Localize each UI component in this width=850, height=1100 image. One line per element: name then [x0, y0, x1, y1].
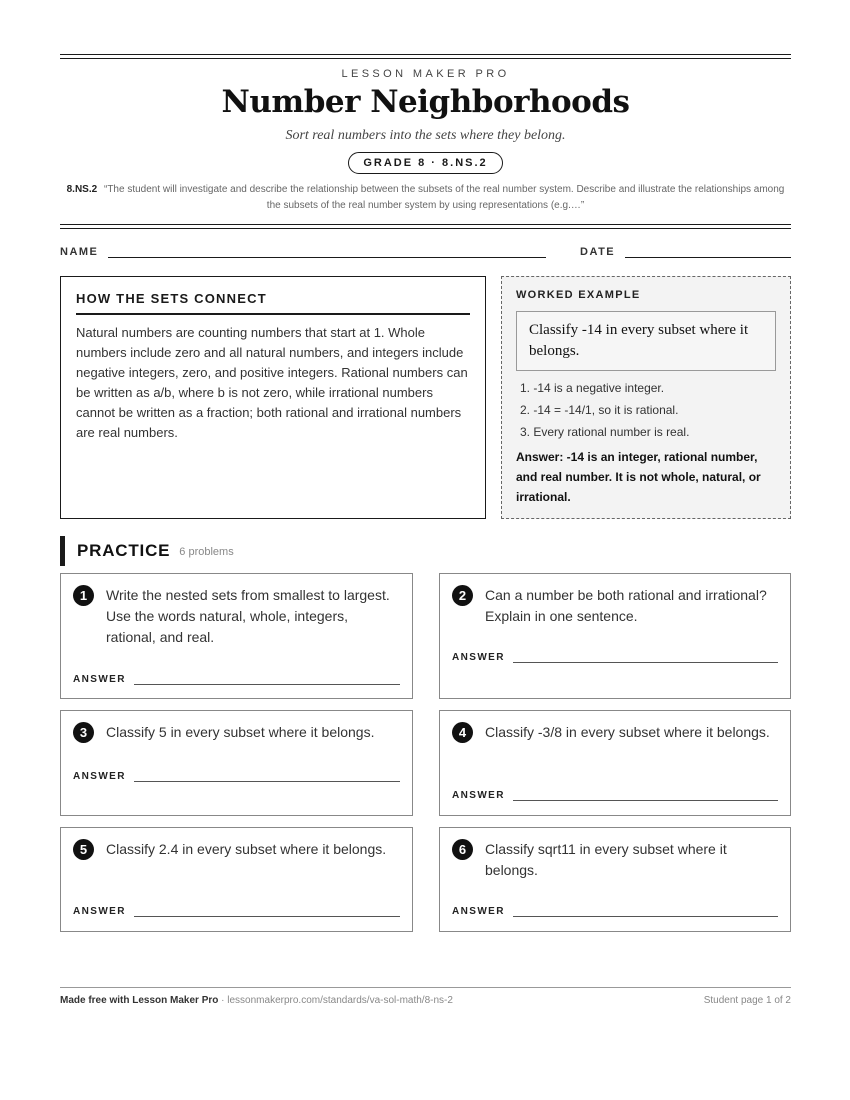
- footer-made-with: Made free with Lesson Maker Pro: [60, 995, 219, 1006]
- problem-number: 3: [73, 722, 94, 743]
- header-bottom-rule: [60, 224, 791, 229]
- problem-card-6: [439, 827, 791, 932]
- concept-title: HOW THE SETS CONNECT: [76, 291, 470, 315]
- worked-example-step: 1. -14 is a negative integer.: [520, 381, 665, 395]
- name-field: [60, 246, 546, 258]
- answer-line[interactable]: [134, 774, 400, 782]
- problem-number: 5: [73, 839, 94, 860]
- problem-number: 1: [73, 585, 94, 606]
- practice-header: [60, 536, 234, 566]
- answer-field: [73, 771, 400, 782]
- problem-card-2: [439, 573, 791, 699]
- page-subtitle: Sort real numbers into the sets where they belong.: [285, 128, 566, 143]
- page-title: Number Neighborhoods: [221, 84, 630, 120]
- date-field: [580, 246, 791, 258]
- answer-line[interactable]: [513, 909, 778, 917]
- standard-code: 8.NS.2: [66, 184, 98, 195]
- footer-page-number: Student page 1 of 2: [703, 995, 791, 1006]
- problem-number: 2: [452, 585, 473, 606]
- grade-badge-wrap: [60, 152, 791, 174]
- answer-field: [452, 790, 778, 801]
- answer-label: ANSWER: [452, 652, 505, 663]
- answer-label: ANSWER: [452, 906, 505, 917]
- header-top-rule: [60, 54, 791, 59]
- standard-text: “The student will investigate and describe the relationship between the subsets of the real number system. Describe and illustrate the relationships among the subsets of the real number system by using representations (e.g.…”: [103, 184, 785, 211]
- answer-label: ANSWER: [452, 790, 505, 801]
- date-line[interactable]: [625, 248, 791, 258]
- name-label: NAME: [60, 246, 99, 258]
- answer-label: ANSWER: [73, 674, 126, 685]
- answer-line[interactable]: [134, 677, 400, 685]
- problem-number: 6: [452, 839, 473, 860]
- problem-card-4: [439, 710, 791, 816]
- answer-label: ANSWER: [73, 771, 126, 782]
- worksheet-page: [60, 0, 791, 1100]
- name-line[interactable]: [108, 248, 546, 258]
- worked-example-label: WORKED EXAMPLE: [516, 289, 641, 301]
- problem-text: Classify sqrt11 in every subset where it belongs.: [485, 841, 727, 878]
- answer-line[interactable]: [513, 655, 778, 663]
- answer-field: [452, 652, 778, 663]
- grade-badge: GRADE 8 · 8.NS.2: [348, 152, 502, 174]
- worked-example-box: [501, 276, 791, 519]
- problem-card-3: [60, 710, 413, 816]
- concept-text: Natural numbers are counting numbers that start at 1. Whole numbers include zero and all natural numbers, and integers include negative integers, zero, and positive integers. Rational numbers can be written as a/b, where b is not zero, while irrational numbers cannot be written as a fraction; both rational and irrational numbers are real numbers.: [76, 325, 468, 440]
- brand-name: LESSON MAKER PRO: [341, 68, 510, 80]
- practice-title: PRACTICE: [77, 541, 171, 560]
- practice-count: 6 problems: [179, 546, 234, 558]
- problem-text: Classify 5 in every subset where it belongs.: [106, 724, 375, 740]
- concept-box: [60, 276, 486, 519]
- worked-example-answer: Answer: -14 is an integer, rational number, and real number. It is not whole, natural, or irrational.: [516, 450, 761, 504]
- problem-text: Can a number be both rational and irrational? Explain in one sentence.: [485, 587, 767, 624]
- problem-number: 4: [452, 722, 473, 743]
- problem-card-5: [60, 827, 413, 932]
- answer-line[interactable]: [134, 909, 400, 917]
- answer-field: [452, 906, 778, 917]
- worked-example-prompt: Classify -14 in every subset where it belongs.: [516, 311, 776, 371]
- answer-field: [73, 674, 400, 685]
- answer-line[interactable]: [513, 793, 778, 801]
- worked-example-step: 2. -14 = -14/1, so it is rational.: [520, 403, 679, 417]
- date-label: DATE: [580, 246, 616, 258]
- worked-example-step: 3. Every rational number is real.: [520, 425, 690, 439]
- problem-text: Write the nested sets from smallest to largest. Use the words natural, whole, integers, rational, and real.: [106, 587, 390, 645]
- footer-rule: [60, 987, 791, 988]
- answer-label: ANSWER: [73, 906, 126, 917]
- worked-example-steps: [516, 377, 776, 443]
- standard-description: [60, 182, 791, 214]
- problem-text: Classify -3/8 in every subset where it belongs.: [485, 724, 770, 740]
- problem-card-1: [60, 573, 413, 699]
- answer-field: [73, 906, 400, 917]
- footer-url[interactable]: · lessonmakerpro.com/standards/va-sol-math/8-ns-2: [218, 995, 453, 1006]
- footer-credit: [60, 995, 453, 1006]
- problem-text: Classify 2.4 in every subset where it belongs.: [106, 841, 387, 857]
